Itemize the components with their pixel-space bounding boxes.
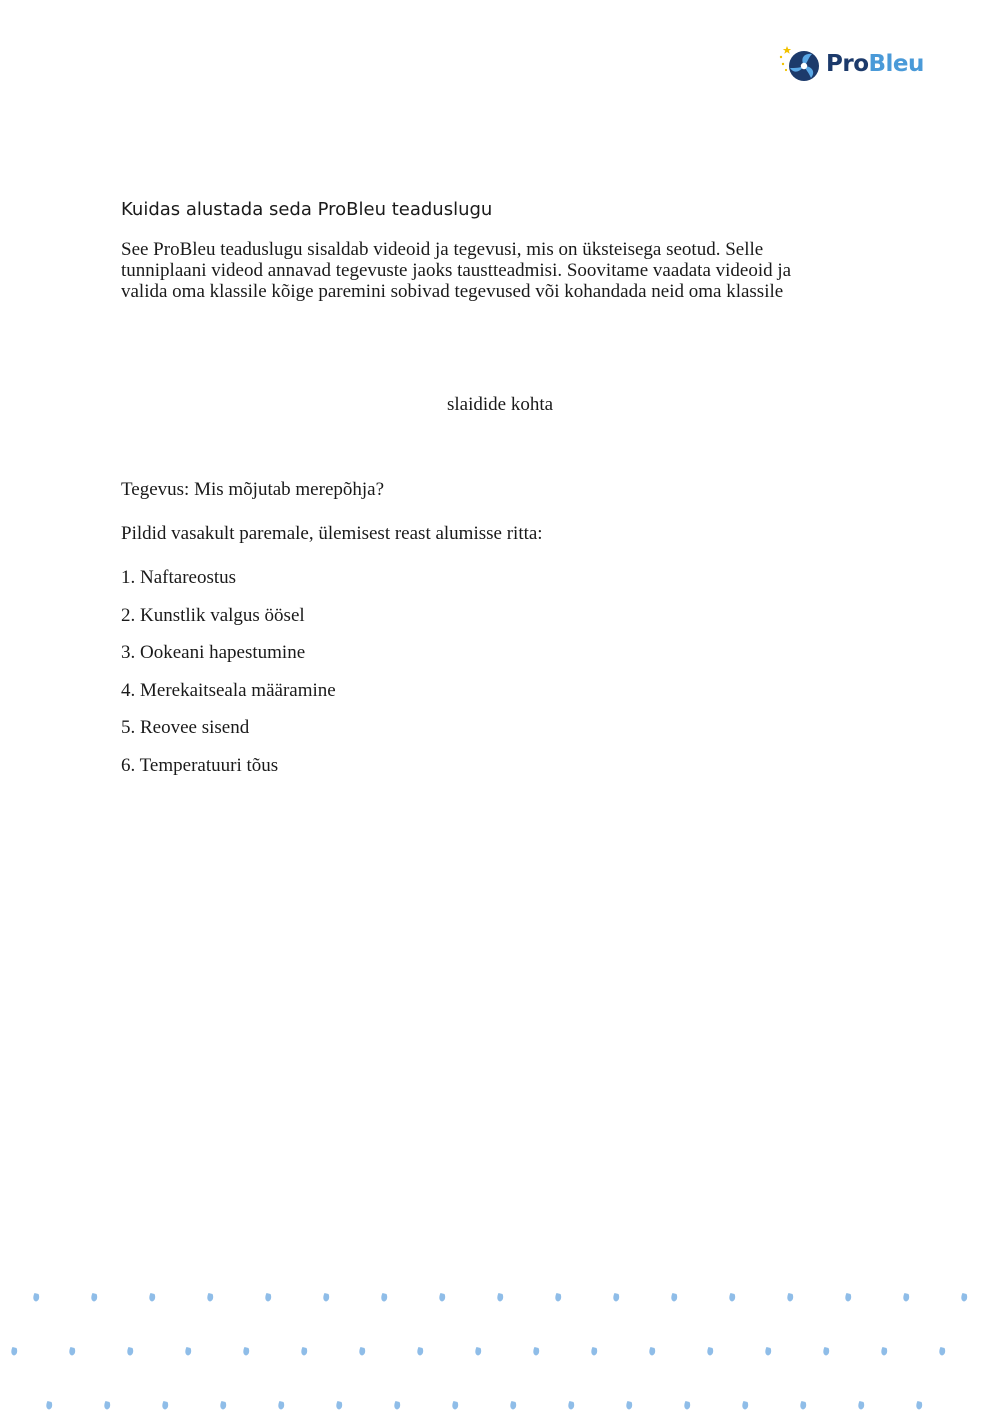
intro-paragraph [121, 239, 841, 302]
water-drop-icon [591, 1347, 597, 1356]
intro-line: tunniplaani videod annavad tegevuste jaoks taustteadmisi. Soovitame vaadata videoid ja [121, 260, 792, 281]
water-drop-icon [185, 1347, 191, 1356]
water-drop-icon [649, 1347, 655, 1356]
water-drop-icon [11, 1347, 17, 1356]
water-drop-icon [439, 1293, 445, 1302]
water-drop-icon [823, 1347, 829, 1356]
water-drop-icon [301, 1347, 307, 1356]
probleu-logo-icon [778, 44, 822, 84]
water-drop-icon [765, 1347, 771, 1356]
water-drop-icon [903, 1293, 909, 1302]
water-drop-pattern [0, 1280, 1000, 1415]
water-drop-icon [91, 1293, 97, 1302]
water-drop-icon [497, 1293, 503, 1302]
water-drop-icon [323, 1293, 329, 1302]
water-drop-icon [149, 1293, 155, 1302]
water-drop-icon [613, 1293, 619, 1302]
list-item: 3. Ookeani hapestumine [121, 642, 306, 664]
water-drop-icon [359, 1347, 365, 1356]
water-drop-icon [684, 1401, 690, 1410]
water-drop-icon [742, 1401, 748, 1410]
activity-title: Tegevus: Mis mõjutab merepõhja? [121, 479, 385, 500]
water-drop-icon [961, 1293, 967, 1302]
list-item: 2. Kunstlik valgus öösel [121, 604, 305, 626]
water-drop-icon [381, 1293, 387, 1302]
intro-line: valida oma klassile kõige paremini sobivad tegevused või kohandada neid oma klassile [121, 281, 784, 302]
list-item: 4. Merekaitseala määramine [121, 679, 336, 701]
water-drop-icon [729, 1293, 735, 1302]
water-drop-icon [69, 1347, 75, 1356]
probleu-logo [778, 44, 924, 84]
instruction-text: Pildid vasakult paremale, ülemisest reast alumisse ritta: [121, 523, 543, 544]
water-drop-icon [336, 1401, 342, 1410]
water-drop-icon [671, 1293, 677, 1302]
water-drop-icon [265, 1293, 271, 1302]
water-drop-icon [475, 1347, 481, 1356]
water-drop-icon [33, 1293, 39, 1302]
list-item: 5. Reovee sisend [121, 717, 250, 739]
water-drop-icon [394, 1401, 400, 1410]
logo-wordmark: ProBleu [826, 51, 924, 77]
water-drop-icon [800, 1401, 806, 1410]
water-drop-icon [162, 1401, 168, 1410]
water-drop-icon [916, 1401, 922, 1410]
water-drop-icon [278, 1401, 284, 1410]
water-drop-icon [707, 1347, 713, 1356]
water-drop-icon [845, 1293, 851, 1302]
page-heading: Kuidas alustada seda ProBleu teaduslugu [121, 199, 493, 220]
water-drop-icon [104, 1401, 110, 1410]
water-drop-icon [568, 1401, 574, 1410]
water-drop-icon [939, 1347, 945, 1356]
water-drop-icon [127, 1347, 133, 1356]
water-drop-icon [452, 1401, 458, 1410]
water-drop-icon [858, 1401, 864, 1410]
intro-line: See ProBleu teaduslugu sisaldab videoid ja tegevusi, mis on üksteisega seotud. Selle [121, 239, 764, 260]
water-drop-icon [220, 1401, 226, 1410]
water-drop-icon [626, 1401, 632, 1410]
water-drop-icon [46, 1401, 52, 1410]
water-drop-icon [787, 1293, 793, 1302]
water-drop-icon [207, 1293, 213, 1302]
water-drop-icon [555, 1293, 561, 1302]
water-drop-icon [533, 1347, 539, 1356]
list-item: 6. Temperatuuri tõus [121, 754, 279, 776]
water-drop-icon [881, 1347, 887, 1356]
water-drop-icon [510, 1401, 516, 1410]
list-item: 1. Naftareostus [121, 567, 237, 588]
image-list [121, 567, 336, 793]
slides-label: slaidide kohta [446, 394, 554, 415]
water-drop-icon [243, 1347, 249, 1356]
water-drop-icon [417, 1347, 423, 1356]
